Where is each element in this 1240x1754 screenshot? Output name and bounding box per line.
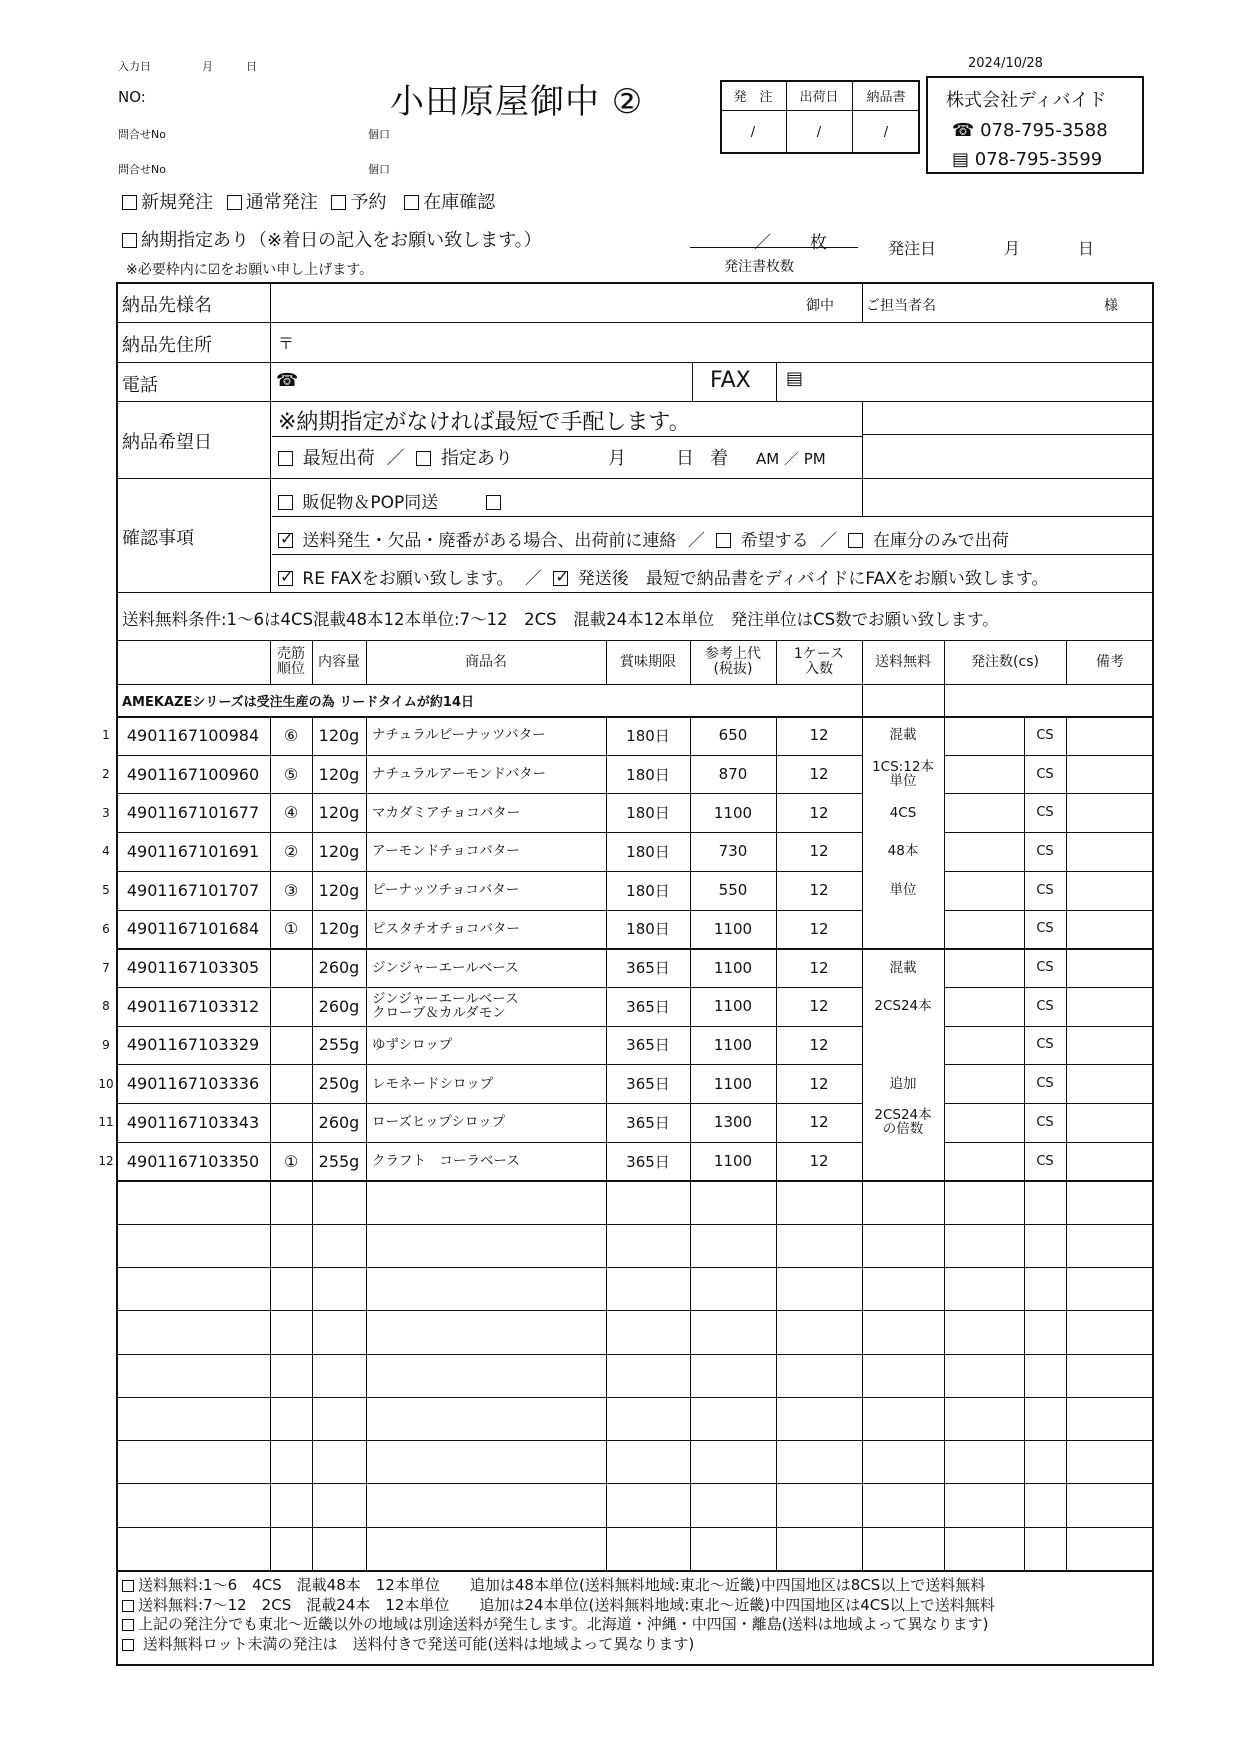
empty-row-input[interactable]: [118, 1442, 268, 1481]
table-divider: [116, 948, 862, 950]
table-header-order-qty: 発注数(cs): [971, 653, 1039, 670]
volume: 255g: [318, 1151, 360, 1171]
table-divider: [116, 1310, 1154, 1311]
product-name: レモネードシロップ: [372, 1075, 494, 1092]
input-day-label: 日: [246, 60, 257, 73]
am-pm-selector[interactable]: AM ／ PM: [756, 450, 826, 468]
shipping-group2-text: 混載: [889, 959, 917, 976]
table-divider: [116, 910, 862, 911]
remarks-input[interactable]: [1068, 990, 1152, 1023]
reference-price: 1100: [713, 1074, 753, 1093]
case-quantity: 12: [809, 958, 829, 977]
remarks-input[interactable]: [1068, 951, 1152, 984]
sales-rank: ①: [283, 1151, 299, 1171]
table-divider: [944, 1026, 1154, 1027]
expiry: 365日: [626, 1036, 670, 1055]
table-divider: [862, 640, 863, 684]
row-number: 7: [102, 960, 110, 975]
unit-cs: CS: [1036, 1114, 1054, 1130]
remarks-input[interactable]: [1068, 719, 1152, 752]
company-fax: 078-795-3599: [974, 149, 1103, 170]
checkbox-shortest[interactable]: 最短出荷: [278, 448, 375, 469]
case-quantity: 12: [809, 726, 829, 745]
checkbox-re-fax[interactable]: ✓ RE FAXをお願い致します。: [278, 569, 514, 589]
table-header-rank: 売筋 順位: [277, 646, 305, 677]
empty-row-input[interactable]: [118, 1485, 268, 1524]
volume: 120g: [318, 880, 360, 900]
case-quantity: 12: [809, 803, 829, 822]
table-divider: [862, 948, 944, 950]
order-month-label: 月: [1004, 239, 1021, 258]
table-divider: [944, 832, 1154, 833]
case-quantity: 12: [809, 997, 829, 1016]
jan-code: 4901167103336: [126, 1074, 260, 1094]
table-divider: [1066, 640, 1067, 684]
unit-cs: CS: [1036, 1037, 1054, 1053]
table-divider: [862, 684, 863, 716]
empty-row-input[interactable]: [118, 1312, 268, 1351]
row-number: 9: [102, 1037, 110, 1052]
expiry: 180日: [626, 765, 670, 784]
product-name: ジンジャーエールベース クローブ＆カルダモン: [372, 991, 519, 1022]
fax-row: [952, 149, 1102, 170]
jan-code: 4901167103305: [126, 958, 260, 978]
table-divider: [944, 871, 1154, 872]
checkbox-stock-check[interactable]: 在庫確認: [404, 192, 495, 213]
volume: 260g: [318, 958, 360, 978]
table-divider: [116, 1397, 1154, 1398]
piece-label-2: 個口: [368, 163, 390, 176]
reference-price: 1100: [713, 997, 753, 1016]
table-divider: [116, 871, 862, 872]
jan-code: 4901167101691: [126, 841, 260, 861]
volume: 120g: [318, 764, 360, 784]
sheet-count-label: 発注書枚数: [724, 259, 794, 275]
checkbox-stock-only[interactable]: 在庫分のみで出荷: [848, 531, 1008, 551]
empty-row-input[interactable]: [118, 1356, 268, 1395]
reference-price: 1100: [713, 803, 753, 822]
product-name: クラフト コーラベース: [372, 1153, 520, 1170]
row-number: 8: [102, 999, 110, 1014]
sales-rank: ①: [283, 919, 299, 939]
product-name: ナチュラルピーナッツバター: [372, 727, 546, 744]
remarks-input[interactable]: [1068, 1067, 1152, 1100]
table-divider: [944, 1064, 1154, 1065]
reference-price: 870: [718, 765, 748, 784]
expiry: 180日: [626, 842, 670, 861]
desired-arrival-label: 着: [710, 448, 728, 469]
table-header-name: 商品名: [465, 653, 507, 670]
sales-rank: ④: [283, 803, 299, 823]
inquiry-label-2: 問合せNo: [118, 163, 166, 176]
footer-notes: [122, 1576, 995, 1654]
table-divider: [116, 1142, 862, 1143]
row-number: 3: [102, 805, 110, 820]
table-divider: [1024, 716, 1025, 1570]
status-invoice-value[interactable]: /: [883, 124, 889, 140]
table-divider: [116, 1064, 862, 1065]
inquiry-label-1: 問合せNo: [118, 128, 166, 141]
product-name: ローズヒップシロップ: [372, 1114, 506, 1131]
phone-row: [952, 120, 1108, 141]
row-number: 10: [98, 1076, 114, 1091]
order-type-options: [122, 188, 495, 214]
phone-input[interactable]: [300, 364, 688, 400]
sales-rank: [270, 1026, 312, 1065]
unit-cs: CS: [1036, 766, 1054, 782]
table-divider: [366, 640, 367, 684]
confirm-contact-row: ✓ 送料発生・欠品・廃番がある場合、出荷前に連絡 ／ 希望する ／ 在庫分のみで出荷: [278, 526, 1009, 551]
desired-date-options: 最短出荷 ／ 指定あり: [278, 444, 513, 470]
jan-code: 4901167103350: [126, 1151, 260, 1171]
checkbox-normal-order[interactable]: 通常発注: [227, 192, 318, 213]
table-header-price: 参考上代 (税抜): [705, 646, 761, 677]
table-divider: [690, 640, 691, 684]
checkbox-instruction: ※必要枠内に☑をお願い申し上げます。: [126, 262, 374, 278]
table-divider: [606, 640, 607, 684]
table-divider: [116, 1180, 1154, 1182]
product-name: アーモンドチョコバター: [372, 843, 520, 860]
table-divider: [690, 716, 691, 1570]
table-header-expiry: 賞味期限: [620, 653, 676, 670]
order-date-label: 発注日: [888, 239, 937, 258]
order-quantity-input[interactable]: [946, 719, 1022, 752]
table-header-shipping: 送料無料: [875, 653, 931, 670]
footer-note-3[interactable]: 上記の発注分でも東北～近畿以外の地域は別途送料が発生します。北海道・沖縄・中四国・離島(送料は地域よって異なります): [122, 1615, 995, 1635]
footer-note-1[interactable]: 送料無料:1～6 4CS 混載48本 12本単位 追加は48本単位(送料無料地域:東北～近畿)中四国地区は8CS以上で送料無料: [122, 1576, 995, 1596]
amekaze-note: AMEKAZEシリーズは受注生産の為 リードタイムが約14日: [122, 694, 475, 710]
input-date-label: 入力日: [118, 60, 151, 73]
expiry: 365日: [626, 959, 670, 978]
sales-rank: ③: [283, 880, 299, 900]
reference-price: 650: [718, 726, 748, 745]
fax-icon: ▤: [952, 149, 970, 170]
table-divider: [944, 1103, 1154, 1104]
expiry: 180日: [626, 881, 670, 900]
sama-label: 様: [1104, 298, 1118, 314]
reference-price: 550: [718, 881, 748, 900]
case-quantity: 12: [809, 1152, 829, 1171]
company-phone: 078-795-3588: [980, 120, 1108, 141]
status-invoice-header: 納品書: [866, 89, 906, 105]
recipient-input[interactable]: [272, 283, 832, 321]
order-quantity-input[interactable]: [946, 951, 1022, 984]
remarks-input[interactable]: [1068, 874, 1152, 907]
case-quantity: 12: [809, 1113, 829, 1132]
volume: 120g: [318, 803, 360, 823]
reference-price: 1100: [713, 1035, 753, 1054]
sheet-count-slash: ／: [754, 233, 771, 253]
case-quantity: 12: [809, 919, 829, 938]
fax-input[interactable]: [810, 364, 1150, 400]
shipping-group2-text: 追加: [889, 1075, 917, 1092]
unit-cs: CS: [1036, 727, 1054, 743]
sales-rank: [270, 948, 312, 987]
free-shipping-line: 送料無料条件:1～6は4CS混載48本12本単位:7～12 2CS 混載24本12本単位 発注単位はCS数でお願い致します。: [122, 610, 999, 629]
sales-rank: [270, 987, 312, 1026]
row-number: 4: [102, 844, 110, 859]
unit-cs: CS: [1036, 921, 1054, 937]
table-divider: [270, 640, 271, 684]
table-divider: [776, 640, 777, 684]
order-quantity-input[interactable]: [946, 835, 1022, 868]
empty-row-input[interactable]: [118, 1529, 268, 1568]
footer-note-4[interactable]: 送料無料ロット未満の発注は 送料付きで発送可能(送料は地域よって異なります): [122, 1635, 995, 1655]
empty-row-input[interactable]: [118, 1182, 268, 1221]
checkbox-reservation[interactable]: 予約: [331, 192, 386, 213]
table-divider: [116, 1527, 1154, 1528]
phone-label: 電話: [122, 375, 158, 396]
remarks-input[interactable]: [1068, 1106, 1152, 1139]
sales-rank: ⑤: [283, 764, 299, 784]
remarks-input[interactable]: [1068, 796, 1152, 829]
unit-cs: CS: [1036, 960, 1054, 976]
remarks-input[interactable]: [1068, 1145, 1152, 1178]
contact-label: ご担当者名: [866, 298, 936, 314]
row-number: 11: [98, 1115, 114, 1130]
unit-cs: CS: [1036, 882, 1054, 898]
company-name: 株式会社ディバイド: [946, 90, 1107, 111]
checkbox-contact-before[interactable]: ✓ 送料発生・欠品・廃番がある場合、出荷前に連絡: [278, 531, 676, 551]
phone-icon: ☎: [952, 120, 975, 141]
shipping-group1-text: 混載: [889, 727, 917, 744]
expiry: 365日: [626, 997, 670, 1016]
checkbox-wish[interactable]: 希望する: [716, 531, 808, 551]
product-name: ゆずシロップ: [372, 1036, 453, 1053]
table-divider: [116, 755, 862, 756]
checkbox-after-ship[interactable]: ✓ 発送後 最短で納品書をディバイドにFAXをお願い致します。: [553, 569, 1048, 589]
unit-cs: CS: [1036, 998, 1054, 1014]
status-order-header: 発 注: [733, 89, 773, 105]
checkbox-extra[interactable]: [486, 495, 501, 510]
table-divider: [116, 793, 862, 794]
shipping-group1-text: 48本: [887, 843, 919, 860]
table-divider: [366, 716, 367, 1570]
remarks-input[interactable]: [1068, 835, 1152, 868]
expiry: 180日: [626, 920, 670, 939]
remarks-input[interactable]: [1068, 913, 1152, 946]
postal-icon: 〒: [278, 334, 295, 353]
shipping-group1-text: 4CS: [889, 804, 917, 821]
volume: 250g: [318, 1074, 360, 1094]
order-quantity-input[interactable]: [946, 796, 1022, 829]
status-order-value[interactable]: /: [750, 124, 756, 140]
table-divider: [944, 640, 945, 684]
unit-cs: CS: [1036, 843, 1054, 859]
jan-code: 4901167100984: [126, 725, 260, 745]
checkbox-promo[interactable]: 販促物＆POP同送: [278, 488, 505, 513]
row-number: 2: [102, 767, 110, 782]
row-number: 12: [98, 1154, 114, 1169]
empty-row-input[interactable]: [118, 1269, 268, 1308]
unit-cs: CS: [1036, 805, 1054, 821]
table-divider: [116, 1483, 1154, 1484]
desired-date-label: 納品希望日: [122, 432, 212, 453]
table-divider: [944, 948, 1154, 950]
order-quantity-input[interactable]: [946, 1067, 1022, 1100]
table-divider: [944, 755, 1154, 756]
expiry: 365日: [626, 1152, 670, 1171]
reference-price: 1300: [713, 1113, 753, 1132]
order-day-label: 日: [1078, 239, 1095, 258]
sales-rank: [270, 1064, 312, 1103]
product-name: ナチュラルアーモンドバター: [372, 766, 547, 783]
volume: 255g: [318, 1035, 360, 1055]
footer-note-2[interactable]: 送料無料:7～12 2CS 混載24本 12本単位 追加は24本単位(送料無料地域:東北～近畿)中四国地区は4CS以上で送料無料: [122, 1596, 995, 1616]
document-date: 2024/10/28: [968, 56, 1043, 71]
shipping-group1-text: 単位: [889, 882, 917, 899]
onchu-label: 御中: [806, 298, 834, 314]
expiry: 180日: [626, 726, 670, 745]
address-label: 納品先住所: [122, 335, 212, 356]
table-divider: [116, 1103, 862, 1104]
status-ship-header: 出荷日: [799, 89, 839, 105]
reference-price: 730: [718, 842, 748, 861]
sales-rank: ⑥: [283, 725, 299, 745]
table-divider: [606, 716, 607, 1570]
row-number: 5: [102, 883, 110, 898]
order-quantity-input[interactable]: [946, 990, 1022, 1023]
unit-cs: CS: [1036, 1076, 1054, 1092]
table-divider: [116, 1440, 1154, 1441]
table-divider: [116, 1224, 1154, 1225]
table-divider: [944, 910, 1154, 911]
reference-price: 1100: [713, 958, 753, 977]
expiry: 365日: [626, 1075, 670, 1094]
expiry: 365日: [626, 1113, 670, 1132]
table-divider: [944, 716, 945, 1570]
product-name: ピスタチオチョコバター: [372, 920, 520, 937]
table-divider: [944, 684, 945, 716]
recipient-label: 納品先様名: [122, 295, 212, 316]
row-number: 1: [102, 728, 110, 743]
product-name: マカダミアチョコバター: [372, 804, 521, 821]
order-quantity-input[interactable]: [946, 1145, 1022, 1178]
jan-code: 4901167101707: [126, 880, 260, 900]
table-divider: [312, 640, 313, 684]
shipping-group2-text: 2CS24本: [874, 998, 932, 1015]
checkbox-new-order[interactable]: 新規発注: [122, 192, 213, 213]
order-quantity-input[interactable]: [946, 1106, 1022, 1139]
product-name: ピーナッツチョコバター: [372, 882, 520, 899]
reference-price: 1100: [713, 1152, 753, 1171]
table-divider: [116, 832, 862, 833]
no-label: NO:: [118, 88, 146, 106]
remarks-input[interactable]: [1068, 1029, 1152, 1062]
table-divider: [944, 793, 1154, 794]
product-name: ジンジャーエールベース: [372, 959, 519, 976]
empty-row-input[interactable]: [118, 1399, 268, 1438]
empty-row-input[interactable]: [118, 1226, 268, 1265]
volume: 260g: [318, 1112, 360, 1132]
sheet-count-unit: 枚: [810, 233, 827, 253]
row-number: 6: [102, 921, 110, 936]
table-divider: [944, 987, 1154, 988]
table-divider: [1066, 716, 1067, 1570]
table-header-volume: 内容量: [318, 653, 360, 670]
table-divider: [116, 1267, 1154, 1268]
jan-code: 4901167100960: [126, 764, 260, 784]
volume: 120g: [318, 841, 360, 861]
phone-mark-icon: ☎: [276, 370, 299, 391]
confirm-label: 確認事項: [122, 528, 194, 549]
piece-label-1: 個口: [368, 128, 390, 141]
confirm-fax-row: ✓ RE FAXをお願い致します。 ／ ✓ 発送後 最短で納品書をディバイドにFAXをお願い致します。: [278, 564, 1049, 589]
checkbox-delivery-date[interactable]: 納期指定あり（※着日の記入をお願い致します。）: [122, 226, 542, 252]
table-divider: [776, 716, 777, 1570]
status-ship-value[interactable]: /: [816, 124, 822, 140]
order-quantity-input[interactable]: [946, 1029, 1022, 1062]
input-month-label: 月: [202, 60, 213, 73]
table-divider: [944, 1142, 1154, 1143]
case-quantity: 12: [809, 765, 829, 784]
fax-label: FAX: [710, 368, 751, 393]
order-quantity-input[interactable]: [946, 874, 1022, 907]
address-input[interactable]: [300, 324, 1150, 360]
table-header-remarks: 備考: [1096, 653, 1124, 670]
case-quantity: 12: [809, 1035, 829, 1054]
desired-month-label: 月: [608, 448, 626, 469]
case-quantity: 12: [809, 842, 829, 861]
case-quantity: 12: [809, 1074, 829, 1093]
volume: 120g: [318, 919, 360, 939]
table-divider: [862, 716, 863, 1570]
expiry: 180日: [626, 804, 670, 823]
checkbox-specified[interactable]: 指定あり: [416, 448, 513, 469]
jan-code: 4901167101684: [126, 919, 260, 939]
remarks-input[interactable]: [1068, 758, 1152, 791]
page-title: 小田原屋御中 ②: [390, 82, 644, 122]
jan-code: 4901167103312: [126, 996, 260, 1016]
sales-rank: ②: [283, 841, 299, 861]
shipping-group2-text: 2CS24本 の倍数: [874, 1107, 932, 1138]
jan-code: 4901167103343: [126, 1112, 260, 1132]
case-quantity: 12: [809, 881, 829, 900]
unit-cs: CS: [1036, 1153, 1054, 1169]
jan-code: 4901167101677: [126, 803, 260, 823]
reference-price: 1100: [713, 919, 753, 938]
sales-rank: [270, 1103, 312, 1142]
table-divider: [116, 987, 862, 988]
sheet-count-line: [690, 247, 858, 248]
table-divider: [270, 716, 271, 1570]
desired-date-note: ※納期指定がなければ最短で手配します。: [278, 410, 691, 435]
table-header-case-qty: 1ケース 入数: [793, 646, 845, 677]
desired-day-label: 日: [676, 448, 694, 469]
fax-mark-icon: ▤: [786, 368, 804, 389]
order-quantity-input[interactable]: [946, 758, 1022, 791]
volume: 260g: [318, 996, 360, 1016]
table-divider: [312, 716, 313, 1570]
table-divider: [116, 1354, 1154, 1355]
volume: 120g: [318, 725, 360, 745]
table-divider: [116, 1026, 862, 1027]
shipping-group1-text: 1CS:12本 単位: [872, 759, 934, 790]
jan-code: 4901167103329: [126, 1035, 260, 1055]
order-quantity-input[interactable]: [946, 913, 1022, 946]
